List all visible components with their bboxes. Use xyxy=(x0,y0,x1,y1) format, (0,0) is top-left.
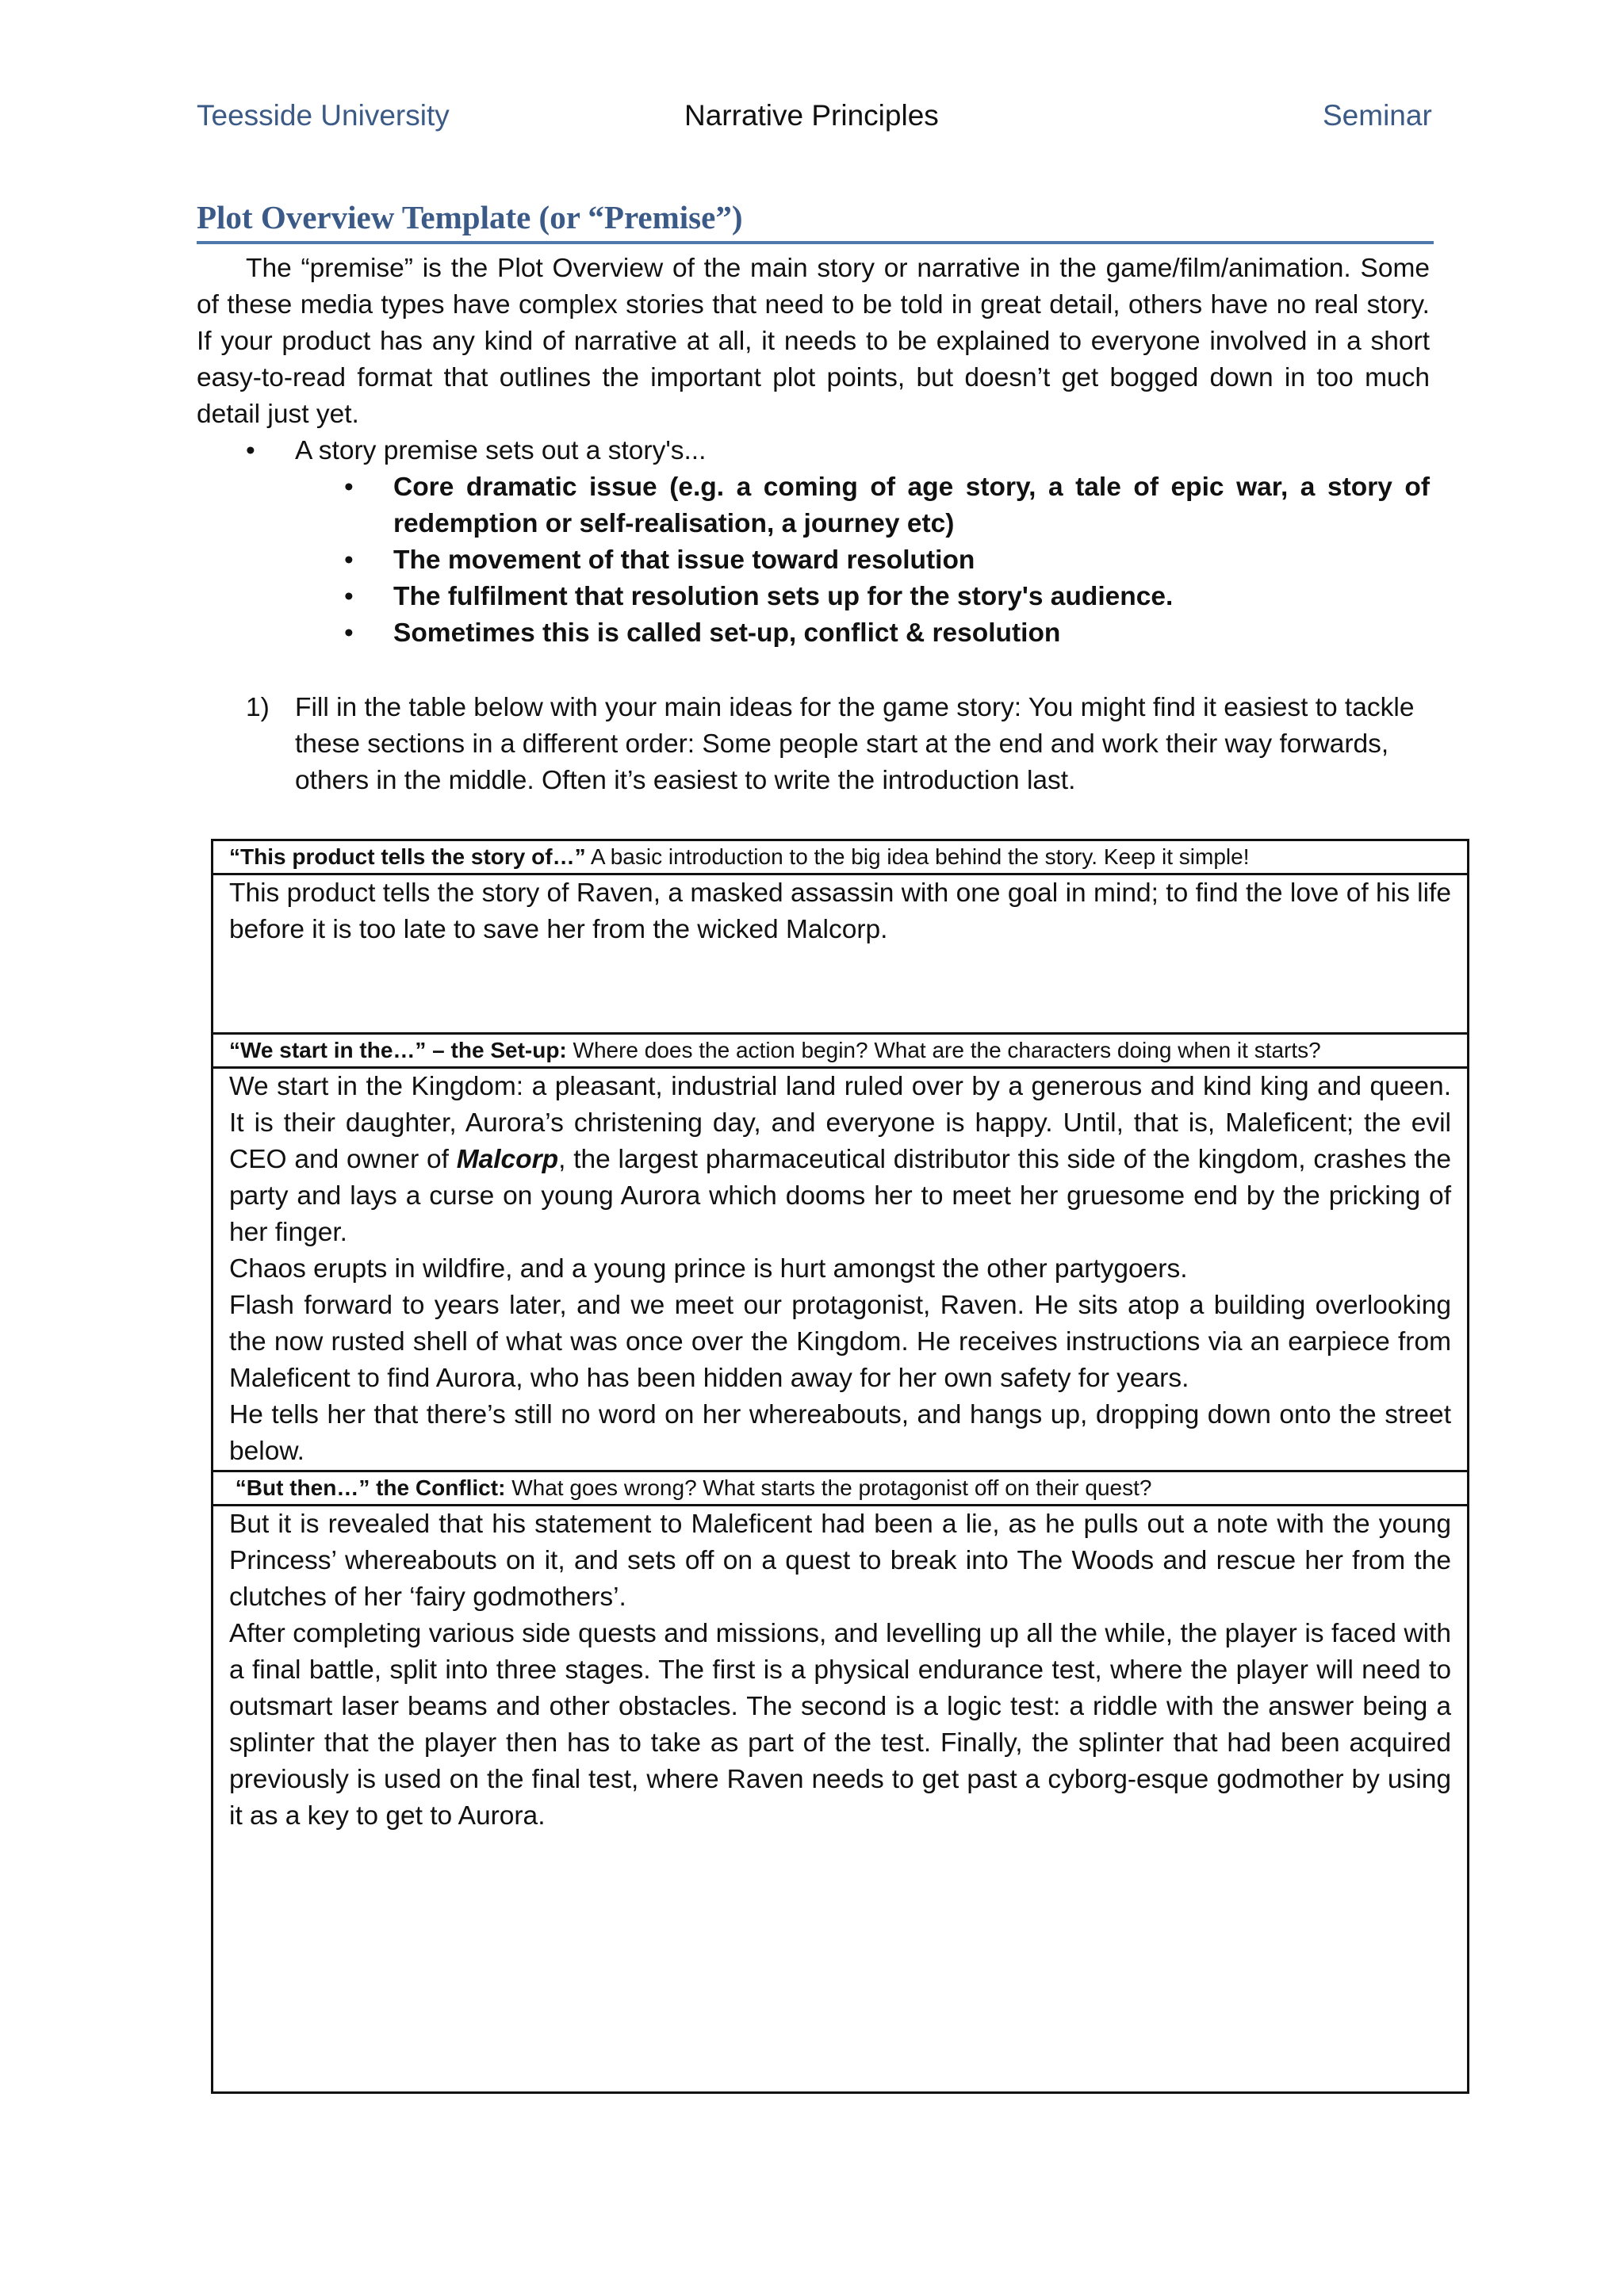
conflict-header-hint: What goes wrong? What starts the protagonist off on their quest? xyxy=(511,1475,1152,1500)
conflict-header-label: “But then…” the Conflict: xyxy=(235,1475,506,1500)
table-row xyxy=(213,840,1469,874)
sub-bullet-text: Core dramatic issue (e.g. a coming of age story, a tale of epic war, a story of redemption or self-realisation, a journey etc) xyxy=(393,473,1430,538)
intro-content: This product tells the story of Raven, a masked assassin with one goal in mind; to find the love of his life before it is too late to save her from the wicked Malcorp. xyxy=(229,878,1451,944)
setup-paragraph xyxy=(229,1069,1451,1251)
intro-paragraph: The “premise” is the Plot Overview of the main story or narrative in the game/film/animation. Some of these media types have complex stories that need to be told in great detail, others have no real story. If your product has any kind of narrative at all, it needs to be explained to everyone involved in a short easy-to-read format that outlines the important plot points, but doesn’t get bogged down in too much detail just yet. xyxy=(197,254,1430,429)
bullet-icon: • xyxy=(344,473,354,502)
setup-header-cell xyxy=(213,1034,1469,1068)
table-row xyxy=(213,1068,1469,1471)
setup-text: , the largest pharmaceutical distributor this side of the kingdom, crashes the party and lays a curse on young Aurora which dooms her to meet her gruesome end by the pricking of her finger. xyxy=(229,1145,1451,1247)
intro-header-hint: A basic introduction to the big idea behind the story. Keep it simple! xyxy=(590,844,1250,869)
bullet-icon: • xyxy=(344,582,354,611)
company-name: Malcorp xyxy=(456,1145,559,1174)
setup-content-cell[interactable] xyxy=(213,1068,1469,1471)
setup-paragraph: He tells her that there’s still no word on her whereabouts, and hangs up, dropping down onto the street below. xyxy=(229,1400,1451,1466)
bullet-item xyxy=(197,433,1434,469)
bullet-text: A story premise sets out a story's... xyxy=(295,436,707,465)
setup-header-label: “We start in the…” – the Set-up: xyxy=(229,1038,567,1062)
sub-bullet-item xyxy=(197,615,1430,652)
header-module: Narrative Principles xyxy=(684,99,939,132)
setup-paragraph: Chaos erupts in wildfire, and a young prince is hurt amongst the other partygoers. xyxy=(229,1254,1188,1284)
bullet-icon: • xyxy=(344,618,354,648)
bullet-icon: • xyxy=(246,436,255,465)
table-row xyxy=(213,1506,1469,2093)
conflict-paragraph: But it is revealed that his statement to Maleficent had been a lie, as he pulls out a note with the young Princess’ whereabouts on it, and sets off on a quest to break into The Woods and rescue her from the clutches of her ‘fairy godmothers’. xyxy=(229,1510,1451,1612)
sub-bullet-item xyxy=(197,469,1430,542)
intro-content-cell[interactable] xyxy=(213,874,1469,1034)
header-institution: Teesside University xyxy=(197,99,450,132)
setup-text: We start in the Kingdom: a pleasant, industrial land ruled over by a generous and kind king and queen. It is their daughter, Aurora’s christening day, and everyone is happy. Until, that is, Maleficent; the evil CEO and owner of xyxy=(229,1072,1451,1174)
conflict-header-cell xyxy=(213,1471,1469,1506)
setup-header-hint: Where does the action begin? What are the characters doing when it starts? xyxy=(573,1038,1321,1062)
premise-bullets xyxy=(197,433,1434,652)
sub-bullet-item xyxy=(197,542,1430,579)
table-row xyxy=(213,1471,1469,1506)
bullet-icon: • xyxy=(344,545,354,575)
plot-table xyxy=(211,839,1469,2094)
instruction-number: 1) xyxy=(246,693,270,722)
table-row xyxy=(213,1034,1469,1068)
instruction-item xyxy=(197,690,1430,799)
sub-bullet-text: Sometimes this is called set-up, conflict & resolution xyxy=(393,618,1061,648)
conflict-content-cell[interactable] xyxy=(213,1506,1469,2093)
page-title: Plot Overview Template (or “Premise”) xyxy=(197,195,1434,244)
conflict-paragraph: After completing various side quests and missions, and levelling up all the while, the player is faced with a final battle, split into three stages. The first is a physical endurance test, where the player will need to outsmart laser beams and other obstacles. The second is a logic test: a riddle with the answer being a splinter that the player then has to take as part of the test. Finally, the splinter that had been acquired previously is used on the final test, where Raven needs to get past a cyborg-esque godmother by using it as a key to get to Aurora. xyxy=(229,1619,1451,1831)
setup-paragraph: Flash forward to years later, and we meet our protagonist, Raven. He sits atop a building overlooking the now rusted shell of what was once over the Kingdom. He receives instructions via an earpiece from Maleficent to find Aurora, who has been hidden away for her own safety for years. xyxy=(229,1291,1451,1393)
intro-header-cell xyxy=(213,840,1469,874)
intro-header-label: “This product tells the story of…” xyxy=(229,844,586,869)
sub-bullet-text: The movement of that issue toward resolution xyxy=(393,545,975,575)
sub-bullet-text: The fulfilment that resolution sets up for the story's audience. xyxy=(393,582,1174,611)
sub-bullet-item xyxy=(197,579,1430,615)
header-session-type: Seminar xyxy=(1323,99,1432,132)
intro-section xyxy=(197,251,1430,433)
instruction-text: Fill in the table below with your main ideas for the game story: You might find it easiest to tackle these sections in a different order: Some people start at the end and work their way forwards, others in the middle. Often it’s easiest to write the introduction last. xyxy=(295,693,1415,795)
table-row xyxy=(213,874,1469,1034)
